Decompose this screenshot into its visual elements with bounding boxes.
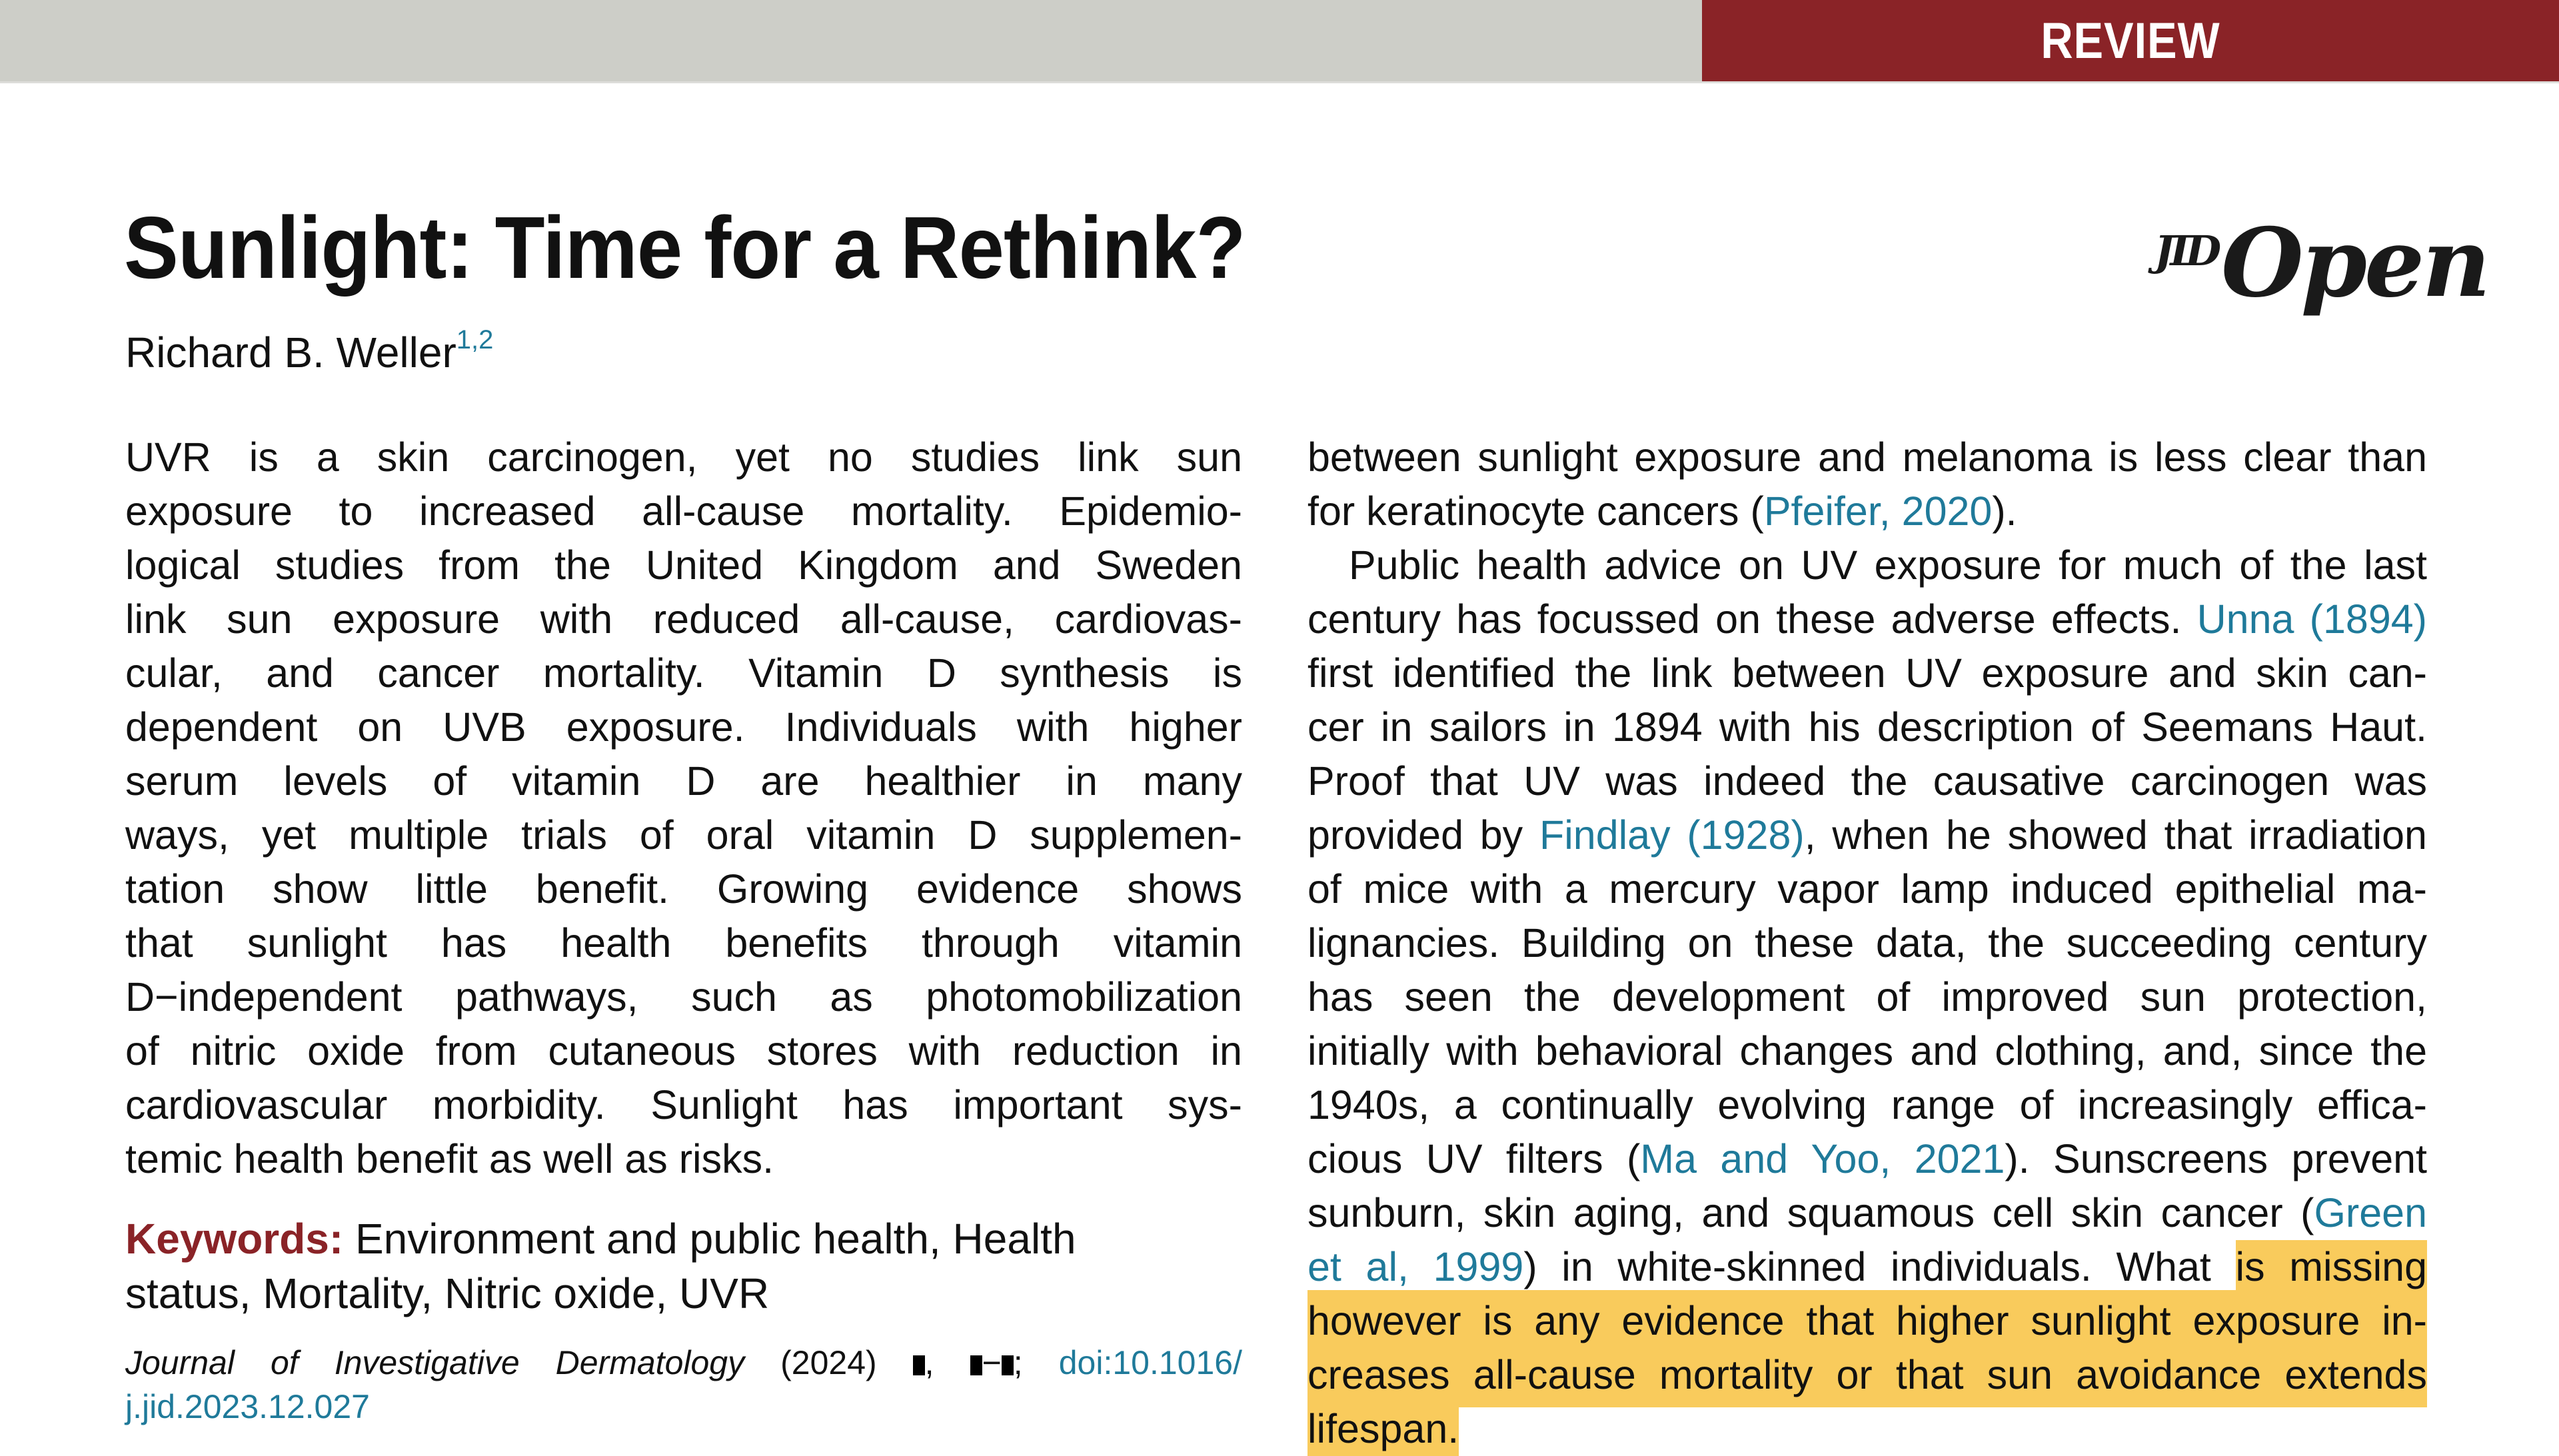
- body-text: [1307, 430, 2427, 1456]
- reference-link-green-1999-continued[interactable]: et al, 1999: [1307, 1244, 1524, 1289]
- placeholder-square-icon: [913, 1355, 925, 1375]
- author-line: [125, 325, 493, 377]
- body-line: Proof that UV was indeed the causative carcinogen was: [1307, 758, 2427, 804]
- citation-pages: − ;: [970, 1344, 1023, 1381]
- body-line: of mice with a mercury vapor lamp induced epithelial ma-: [1307, 866, 2427, 912]
- body-line: cer in sailors in 1894 with his description of Seemans Haut.: [1307, 704, 2427, 750]
- reference-link-unna-1894[interactable]: Unna (1894): [2196, 596, 2427, 642]
- body-line: between sunlight exposure and melanoma is less clear than: [1307, 434, 2427, 480]
- highlighted-text: is missing: [2235, 1244, 2427, 1289]
- doi-link-continued[interactable]: j.jid.2023.12.027: [125, 1388, 370, 1425]
- doi-link[interactable]: doi:10.1016/: [1058, 1344, 1242, 1381]
- journal-citation: [125, 1341, 1242, 1429]
- citation-year: (2024): [780, 1344, 877, 1381]
- abstract-line: exposure to increased all-cause mortality. Epidemio-: [125, 488, 1242, 534]
- reference-link-green-1999[interactable]: Green: [2314, 1190, 2427, 1235]
- logo-jid-text: JID: [2154, 227, 2218, 275]
- body-line: lignancies. Building on these data, the succeeding century: [1307, 920, 2427, 966]
- body-line: et al, 1999) in white-skinned individuals. What is missing: [1307, 1244, 2427, 1289]
- logo-open-text: Open: [2221, 208, 2488, 319]
- abstract-line: link sun exposure with reduced all-cause, cardiovas-: [125, 596, 1242, 642]
- body-line: first identified the link between UV exposure and skin can-: [1307, 650, 2427, 696]
- citation-line-1: [125, 1341, 1242, 1385]
- placeholder-square-icon: [1002, 1355, 1014, 1375]
- citation-line-2: [125, 1385, 1242, 1429]
- citation-volume: ,: [913, 1344, 934, 1381]
- abstract-line: logical studies from the United Kingdom and Sweden: [125, 542, 1242, 588]
- keywords-label: Keywords:: [125, 1215, 344, 1263]
- body-line: for keratinocyte cancers (Pfeifer, 2020).: [1307, 488, 2017, 534]
- journal-name: Journal of Investigative Dermatology: [125, 1344, 745, 1381]
- author-name: Richard B. Weller: [125, 329, 456, 376]
- abstract-line: UVR is a skin carcinogen, yet no studies link sun: [125, 434, 1242, 480]
- body-line-highlighted: [1307, 1294, 2427, 1348]
- body-line: provided by Findlay (1928), when he showed that irradiation: [1307, 812, 2427, 858]
- abstract-line: temic health benefit as well as risks.: [125, 1136, 774, 1181]
- keywords-line-1: Environment and public health, Health: [355, 1215, 1076, 1263]
- body-line: has seen the development of improved sun protection,: [1307, 974, 2427, 1020]
- abstract-line: dependent on UVB exposure. Individuals with higher: [125, 704, 1242, 750]
- keywords-line-2: status, Mortality, Nitric oxide, UVR: [125, 1269, 770, 1317]
- article-type-badge: [1702, 0, 2559, 81]
- abstract-line: cardiovascular morbidity. Sunlight has important sys-: [125, 1082, 1242, 1127]
- placeholder-square-icon: [970, 1355, 982, 1375]
- abstract-line: serum levels of vitamin D are healthier in many: [125, 758, 1242, 804]
- keywords: [125, 1211, 1192, 1321]
- body-line: cious UV filters (Ma and Yoo, 2021). Sunscreens prevent: [1307, 1136, 2427, 1181]
- body-line-highlighted: [1307, 1402, 2427, 1456]
- reference-link-pfeifer-2020[interactable]: Pfeifer, 2020: [1763, 488, 1993, 534]
- abstract-line: ways, yet multiple trials of oral vitamin D supplemen-: [125, 812, 1242, 858]
- body-line: 1940s, a continually evolving range of increasingly effica-: [1307, 1082, 2427, 1127]
- article-title: Sunlight: Time for a Rethink?: [124, 199, 1246, 297]
- highlighted-text: creases all-cause mortality or that sun avoidance extends: [1307, 1348, 2427, 1402]
- abstract-line: tation show little benefit. Growing evidence shows: [125, 866, 1242, 912]
- article-type-label: REVIEW: [2041, 12, 2220, 69]
- abstract: [125, 430, 1242, 1186]
- abstract-line: cular, and cancer mortality. Vitamin D synthesis is: [125, 650, 1242, 696]
- abstract-line: D−independent pathways, such as photomobilization: [125, 974, 1242, 1020]
- body-line: century has focussed on these adverse effects. Unna (1894): [1307, 596, 2427, 642]
- highlighted-text: however is any evidence that higher sunlight exposure in-: [1307, 1294, 2427, 1348]
- body-line: Public health advice on UV exposure for much of the last: [1349, 542, 2427, 588]
- journal-logo: [2142, 200, 2488, 333]
- body-line-highlighted: [1307, 1348, 2427, 1402]
- author-affiliation-link[interactable]: 1,2: [456, 325, 494, 355]
- abstract-line: that sunlight has health benefits through vitamin: [125, 920, 1242, 966]
- abstract-line: of nitric oxide from cutaneous stores with reduction in: [125, 1028, 1242, 1074]
- reference-link-findlay-1928[interactable]: Findlay (1928): [1539, 812, 1805, 858]
- highlighted-text: lifespan.: [1307, 1406, 1459, 1451]
- reference-link-ma-yoo-2021[interactable]: Ma and Yoo, 2021: [1640, 1136, 2005, 1181]
- body-line: sunburn, skin aging, and squamous cell skin cancer (Green: [1307, 1190, 2427, 1235]
- body-line: initially with behavioral changes and clothing, and, since the: [1307, 1028, 2427, 1074]
